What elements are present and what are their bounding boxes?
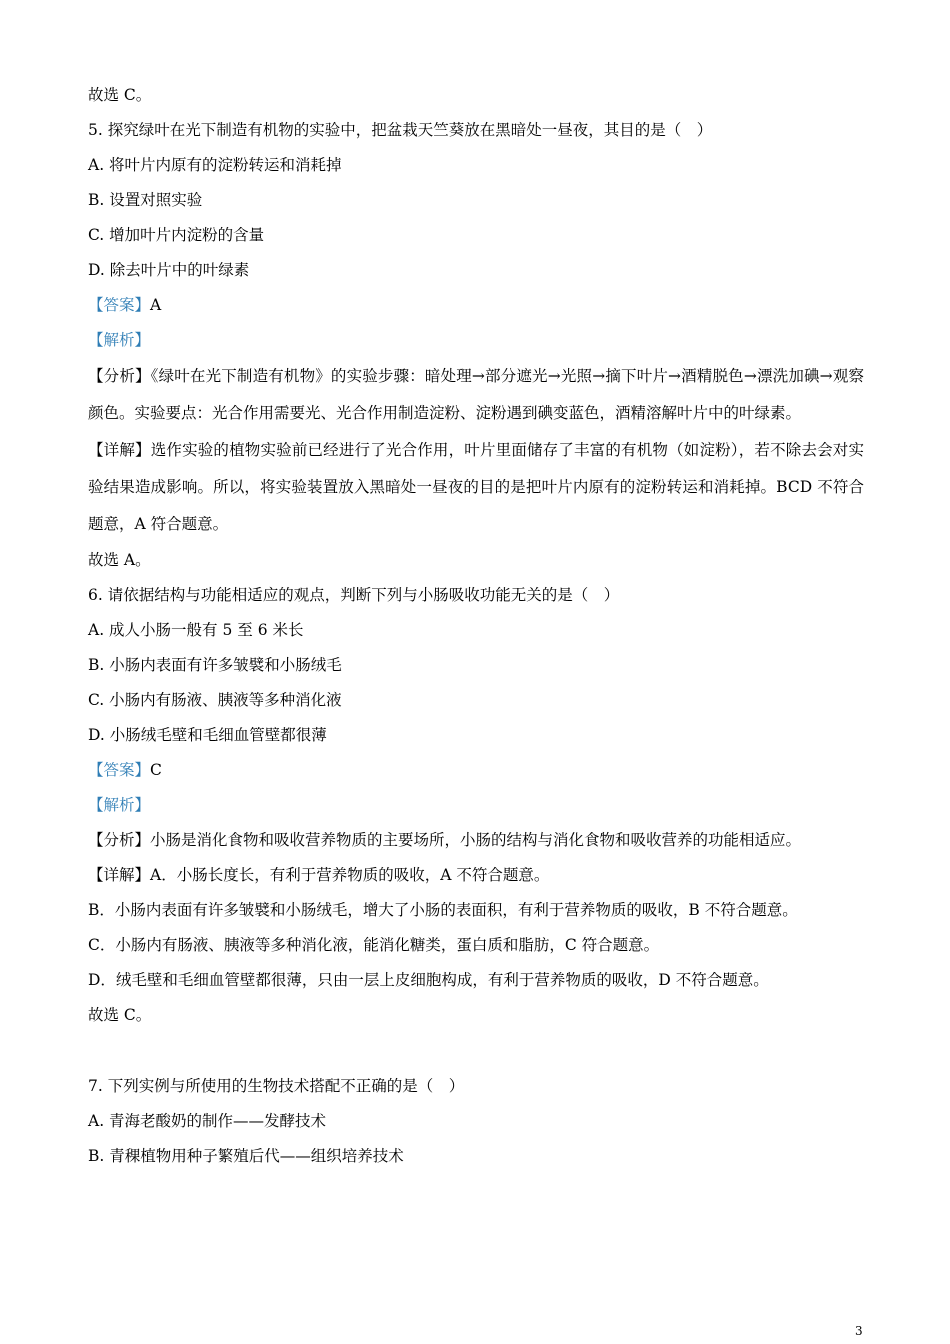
page-content [88,78,864,1174]
q5-option-c: C. 增加叶片内淀粉的含量 [88,226,265,244]
q5-option-b: B. 设置对照实验 [88,191,203,209]
q6-conclusion: 故选 C。 [88,1006,152,1024]
q5-stem: 5. 探究绿叶在光下制造有机物的实验中，把盆栽天竺葵放在黑暗处一昼夜，其目的是（ ） [88,121,713,139]
q6-detail-a [88,858,864,893]
q6-option-d: D. 小肠绒毛壁和毛细血管壁都很薄 [88,726,327,744]
q5-option-d: D. 除去叶片中的叶绿素 [88,261,250,279]
q6-option-b: B. 小肠内表面有许多皱襞和小肠绒毛 [88,656,342,674]
q5-detail-text: 选作实验的植物实验前已经进行了光合作用，叶片里面储存了丰富的有机物（如淀粉），若不除去会对实验结果造成影响。所以，将实验装置放入黑暗处一昼夜的目的是把叶片内原有的淀粉转运和消耗掉。BCD 不符合题意，A 符合题意。 [88,441,864,533]
q6-answer-value: C [150,761,162,779]
q6-answer [88,753,864,788]
q5-conclusion: 故选 A。 [88,551,151,569]
q5-analysis-text: 《绿叶在光下制造有机物》的实验步骤：暗处理→部分遮光→光照→摘下叶片→酒精脱色→漂洗加碘→观察颜色。实验要点：光合作用需要光、光合作用制造淀粉、淀粉遇到碘变蓝色，酒精溶解叶片中的叶绿素。 [88,367,864,422]
q6-analysis [88,823,864,858]
q6-detail-b: B．小肠内表面有许多皱襞和小肠绒毛，增大了小肠的表面积，有利于营养物质的吸收，B 不符合题意。 [88,901,798,919]
q6-answer-label: 【答案】 [88,761,151,779]
q5-analysis [88,358,864,432]
section-spacer [88,1033,864,1069]
q5-analysis-tag: 【分析】 [88,367,151,385]
q5-analysis-label: 【解析】 [88,331,151,349]
q6-stem: 6. 请依据结构与功能相适应的观点，判断下列与小肠吸收功能无关的是（ ） [88,586,620,604]
q7-option-b: B. 青稞植物用种子繁殖后代——组织培养技术 [88,1147,404,1165]
q6-analysis-tag: 【分析】 [88,831,151,849]
q7-stem: 7. 下列实例与所使用的生物技术搭配不正确的是（ ） [88,1077,465,1095]
q5-answer [88,288,864,323]
q6-detail-d: D．绒毛壁和毛细血管壁都很薄，只由一层上皮细胞构成，有利于营养物质的吸收，D 不符合题意。 [88,971,769,989]
q5-detail [88,432,864,543]
q5-option-a: A. 将叶片内原有的淀粉转运和消耗掉 [88,156,342,174]
q6-analysis-label: 【解析】 [88,796,151,814]
q6-detail-a-text: A．小肠长度长，有利于营养物质的吸收，A 不符合题意。 [150,866,550,884]
q6-option-a: A. 成人小肠一般有 5 至 6 米长 [88,621,304,639]
q5-detail-tag: 【详解】 [88,441,151,459]
q4-conclusion: 故选 C。 [88,86,152,104]
q6-detail-tag: 【详解】 [88,866,151,884]
q5-answer-value: A [150,296,162,314]
q5-answer-label: 【答案】 [88,296,151,314]
q6-detail-c: C．小肠内有肠液、胰液等多种消化液，能消化糖类，蛋白质和脂肪，C 符合题意。 [88,936,660,954]
q6-analysis-text: 小肠是消化食物和吸收营养物质的主要场所，小肠的结构与消化食物和吸收营养的功能相适应。 [150,831,802,849]
q7-option-a: A. 青海老酸奶的制作——发酵技术 [88,1112,327,1130]
q6-option-c: C. 小肠内有肠液、胰液等多种消化液 [88,691,342,709]
page-number: 3 [855,1324,863,1338]
